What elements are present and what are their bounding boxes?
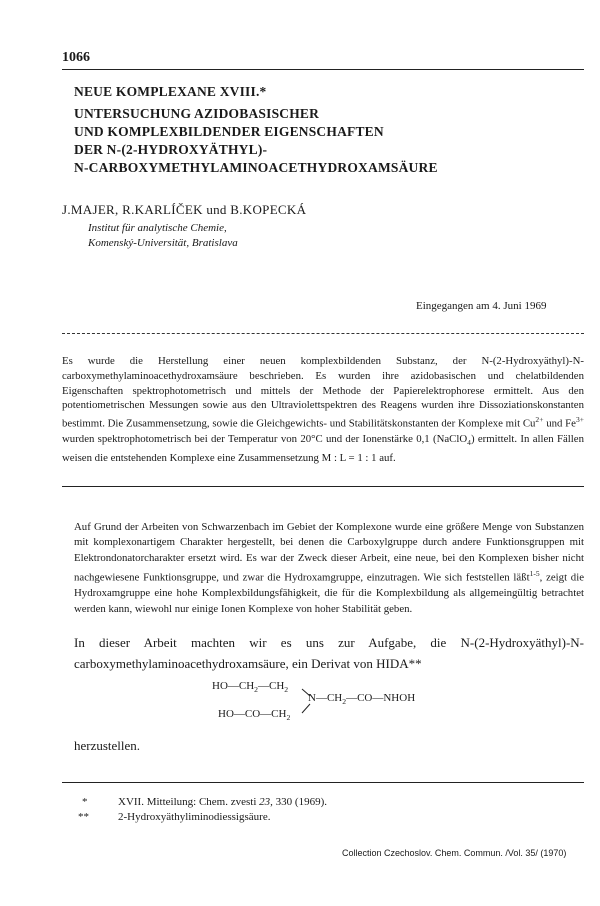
affiliation-line-2: Komenský-Universität, Bratislava [88, 237, 238, 249]
title-line-5: N-CARBOXYMETHYLAMINOACETHYDROXAMSÄURE [74, 160, 438, 175]
abstract-bottom-rule [62, 486, 584, 487]
header-rule [62, 69, 584, 70]
received-date: Eingegangen am 4. Juni 1969 [416, 300, 547, 312]
title-line-4: DER N-(2-HYDROXYÄTHYL)- [74, 142, 268, 157]
title-line-1: NEUE KOMPLEXANE XVIII.* [74, 84, 267, 99]
title-line-2: UNTERSUCHUNG AZIDOBASISCHER [74, 106, 320, 121]
intro-paragraph: Auf Grund der Arbeiten von Schwarzenbach im Gebiet der Komplexone wurde eine größere Menge von Substanzen mit komplexonartigem Charakter hergestellt, bei denen die Carboxylgruppe durch andere Funktionsgruppen mit Elektrondonatorcharakter ersetzt wird. Es war der Zweck dieser Arbeit, eine neue, bei den Komplexen bisher nicht nachgewiesene Funktionsgruppe, und zwar die Hydroxamgruppe, einzutragen. Wie sich feststellen läßt$^{1-5}$, zeigt die Hydroxamgruppe eine hohe Komplexbildungsfähigkeit, die für die Komplexbildung als allgemeingültig betrachtet werden kann, wiewohl nur einige Ionen Komplexe von hoher Stabilität geben. [74, 521, 585, 615]
footnote-2: 2-Hydroxyäthyliminodiessigsäure. [118, 811, 271, 823]
structural-formula: $HO—CH_2—CH_2$ $N—CH_2—CO—NHOH$ $HO—CO—CH_2$ [212, 680, 452, 724]
abstract-top-rule [62, 333, 584, 334]
authors: J.MAJER, R.KARLÍČEK und B.KOPECKÁ [62, 202, 307, 217]
affiliation-line-1: Institut für analytische Chemie, [88, 222, 227, 234]
page-number: 1066 [62, 50, 90, 65]
abstract: Es wurde die Herstellung einer neuen komplexbildenden Substanz, der N-(2-Hydroxyäthyl)-N-carboxymethylaminoacethydroxamsäure beschrieben. Es wurden ihre azidobasischen und chelatbildenden Eigenschaften spektrophotometrisch und mittels der Methode der Papierelektrophorese ermittelt. Aus den potentiometrischen Messungen sowie aus den Ultraviolettspektren des Reagens wurden ihre Dissoziationskonstanten bestimmt. Die Zusammensetzung, sowie die Gleichgewichts- und Stabilitätskonstanten der Komplexe mit $Cu^{2+}$ und $Fe^{3+}$ wurden spektrophotometrisch bei der Temperatur von 20°C und der Ionenstärke 0,1 (NaClO$_4$) ermittelt. In allen Fällen weisen die entstehenden Komplexe eine Zusammensetzung M : L = 1 : 1 auf. [62, 355, 584, 464]
footnote-mark-2: ** [78, 811, 89, 823]
formula-bonds [212, 680, 452, 724]
footnote-1: XVII. Mitteilung: Chem. zvesti 23, 330 (1969). [118, 796, 327, 808]
title-line-3: UND KOMPLEXBILDENDER EIGENSCHAFTEN [74, 124, 384, 139]
footnote-rule [62, 782, 584, 783]
closing-line: herzustellen. [74, 738, 141, 753]
footnote-mark-1: * [82, 796, 88, 808]
journal-footer: Collection Czechoslov. Chem. Commun. /Vol. 35/ (1970) [342, 848, 567, 858]
aim-paragraph: In dieser Arbeit machten wir es uns zur Aufgabe, die N-(2-Hydroxyäthyl)-N-carboxymethylaminoacethydroxamsäure, ein Derivat von HIDA** [74, 635, 584, 671]
